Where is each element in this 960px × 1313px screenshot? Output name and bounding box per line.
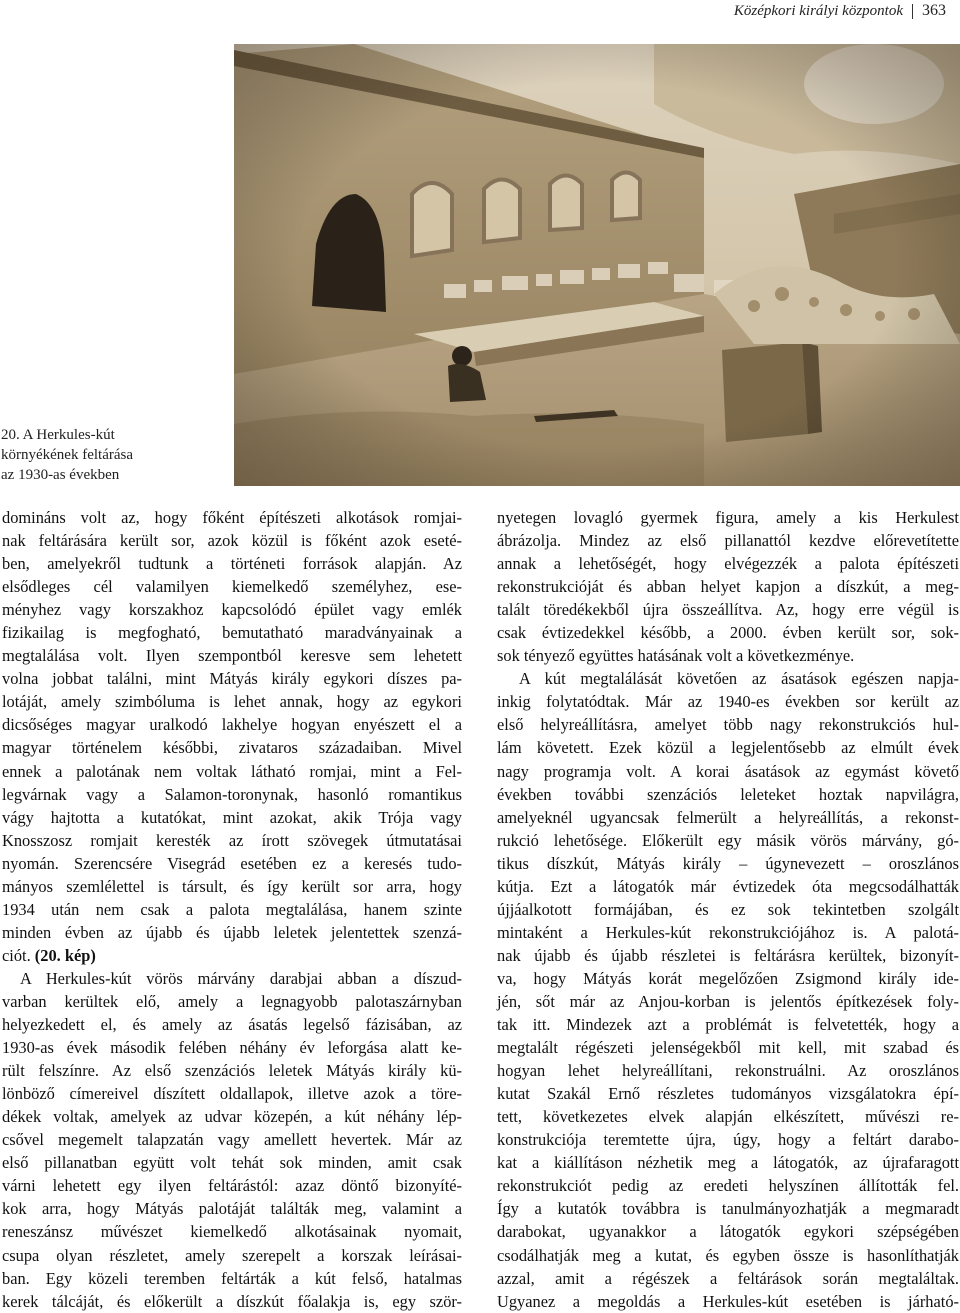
text-line: A Herkules-kút vörös márvány darabjai abban a díszud-: [20, 968, 462, 988]
text-line: rült felszínre. Az első szenzációs leletek Mátyás király kü-: [2, 1061, 462, 1081]
excavation-photo-illustration: [234, 44, 960, 486]
text-line: mányos szemlélettel is társult, és így került sor arra, hogy: [2, 876, 462, 896]
text-line: megtalált régészeti jelenségekből mit kell, mit szabad és: [497, 1038, 959, 1058]
text-line: hogyan lehet helyreállítani, rekonstruálni. Az oroszlános: [497, 1061, 959, 1081]
text-line: kat a kiállításon nézhetik meg a látogatók, az újrafaragott: [497, 1153, 959, 1173]
text-line: legvárnak vagy a Salamon-toronynak, hasonló romantikus: [2, 784, 462, 804]
excavation-photo: [234, 44, 960, 486]
text-line: tak itt. Mindezek azt a problémát is felvetették, hogy a: [497, 1015, 959, 1035]
text-line: kutat Szakál Ernő részletes tudományos vizsgálatokra épí-: [497, 1084, 959, 1104]
text-line: nagy programja volt. A korai ásatások az egymást követő: [497, 761, 959, 781]
running-head: [734, 0, 946, 22]
text-line: csővel megemelt talapzatán vagy amellett hevertek. Már az: [2, 1130, 462, 1150]
text-line: konstrukciója teremtette újra, úgy, hogy a feltárt darabo-: [497, 1130, 959, 1150]
text-line: csupa olyan részletet, amely szerepelt a korszak leírásai-: [2, 1245, 462, 1265]
text-line: ban. Egy közeli teremben feltárták a kút felső, hatalmas: [2, 1268, 462, 1288]
running-head-divider: [912, 4, 913, 19]
text-line: amelyeknél ugyancsak felmerült a helyreállítás, a rekonst-: [497, 807, 959, 827]
text-line: ben, amelyekről tudtunk a történeti források alapján. Az: [2, 554, 462, 574]
left-text-column: [2, 506, 462, 1313]
text-line: A kút megtalálását követően az ásatások egészen napja-: [519, 669, 959, 689]
text-line: Így a kutatók továbbra is tanulmányozhatják a megmaradt: [497, 1199, 959, 1219]
right-text-column: [497, 506, 959, 1313]
text-line: mintaként a Herkules-kút rekonstrukciójához is. A palotá-: [497, 922, 959, 942]
text-line: 1930-as évek második felében néhány év leforgása alatt ke-: [2, 1038, 462, 1058]
text-line: va, hogy Mátyás korát megelőzően Zsigmond király ide-: [497, 968, 959, 988]
text-line: években további szenzációs leleteket hoztak napvilágra,: [497, 784, 959, 804]
text-line: rekonstrukcióját és abban helyet kapjon a díszkút, a meg-: [497, 577, 959, 597]
text-line: nak feltárására került sor, azok közül is főként azok eseté-: [2, 531, 462, 551]
text-line: jén, sőt már az Anjou-korban is jelentős építkezések foly-: [497, 991, 959, 1011]
text-line: volna jobbat találni, mint Mátyás király egykori díszes pa-: [2, 669, 462, 689]
text-line: csak évtizedekkel később, a 2000. évben került sor, sok-: [497, 623, 959, 643]
text-line: dicsőséges magyar uralkodó lakhelye hogyan enyészett el a: [2, 715, 462, 735]
text-line: annak a lehetőségét, hogy elvégezzék a palota építészeti: [497, 554, 959, 574]
text-line: lám követett. Ezek közül a legjelentősebb az elmúlt évek: [497, 738, 959, 758]
running-title: Középkori királyi központok: [733, 2, 903, 19]
text-line: Ugyanez a megoldás a Herkules-kút esetében is járható-: [497, 1291, 959, 1311]
text-line: várni lehetett egy ilyen feltárástól: azaz döntő bizonyíté-: [2, 1176, 462, 1196]
text-line: kok arra, hogy Mátyás palotáját találták meg, valamint a: [2, 1199, 462, 1219]
text-line: dékek voltak, amelyek az udvar közepén, a kút néhány lép-: [2, 1107, 462, 1127]
text-line: lönböző címereivel díszített oldallapok, illetve azok a töre-: [2, 1084, 462, 1104]
text-line: tett, következetes elvek alapján elkészített, művészi re-: [497, 1107, 959, 1127]
text-line: elsődleges cél valamilyen kiemelkedő személyhez, ese-: [2, 577, 462, 597]
text-line: lotáját, amely szimbóluma is lehet annak, hogy az egykori: [2, 692, 462, 712]
text-line: kerek tálcáját, és előkerült a díszkút főalakja is, egy ször-: [2, 1291, 462, 1311]
text-line: rekonstrukciót pedig az eredeti helyszínen állították fel.: [497, 1176, 959, 1196]
text-line: minden évben az újabb és újabb leletek jelentettek szenzá-: [2, 922, 462, 942]
text-line: Knosszosz romjait keresték az írott szövegek útmutatásai: [2, 830, 462, 850]
text-line: rukció lehetősége. Előkerült egy másik vörös márvány, gó-: [497, 830, 959, 850]
text-line: reneszánsz művészet kiemelkedő alkotásainak nyomait,: [2, 1222, 462, 1242]
text-line: nyetegen lovagló gyermek figura, amely a kis Herkulest: [497, 508, 959, 527]
text-line: újjáalkotott formájában, és ez sok tekintetben szolgált: [497, 899, 959, 919]
text-line: csodálhatják meg a kutat, és egyben össze is hasonlíthatják: [497, 1245, 959, 1265]
text-line: nak újabb és újabb részletei is feltárásra kerültek, bizonyít-: [497, 945, 959, 965]
text-line: fizikailag is megfogható, bemutatható maradványainak a: [2, 623, 462, 643]
text-line: vágy hajtotta a kutatókat, mint azokat, akik Trója vagy: [2, 807, 462, 827]
text-line: sok tényező együttes hatásának volt a következménye.: [497, 646, 855, 666]
text-line: darabokat, ugyanakkor a látogatók egykori szépségében: [497, 1222, 959, 1242]
text-segment: ciót.: [2, 945, 31, 965]
text-line: 1934 után nem csak a palota megtalálása, hanem szinte: [2, 899, 462, 919]
text-line: nyomán. Szerencsére Visegrád esetében ez a keresés tudo-: [2, 853, 462, 873]
text-line: ményhez vagy korszakhoz kapcsolódó épület vagy emlék: [2, 600, 462, 620]
figure-caption: 20. A Herkules-kút környékének feltárása az 1930-as években: [1, 427, 134, 483]
page-number: 363: [922, 2, 946, 19]
text-line: varban kerültek elő, amely a legnagyobb palotaszárnyban: [2, 991, 462, 1011]
text-line: első helyreállításra, amelyet több nagy rekonstrukciós hul-: [497, 715, 959, 735]
text-line: kútja. Ezt a látogatók már évtizedek óta megcsodálhatták: [497, 876, 959, 896]
text-line: ábrázolja. Mindez az első pillanattól kezdve előrevetítette: [497, 531, 959, 551]
text-line: domináns volt az, hogy főként építészeti alkotások romjai-: [2, 508, 462, 527]
text-line: talált töredékekből újra összeállítva. Az, hogy erre végül is: [497, 600, 959, 620]
text-line: tikus díszkút, Mátyás király – úgynevezett – oroszlános: [497, 853, 959, 873]
text-line: első pillanatban együtt volt tehát sok minden, amit csak: [2, 1153, 462, 1173]
text-line: azzal, amit a régészek a feltárások során megtaláltak.: [497, 1268, 959, 1288]
text-line: inkig folytatódtak. Már az 1940-es években sor került az: [497, 692, 959, 712]
text-line: helyezkedett el, és amely az ásatás legelső fázisában, az: [2, 1015, 462, 1035]
figure-reference: (20. kép): [34, 945, 96, 965]
text-line: megtalálása volt. Ilyen szempontból keresve sem lehetett: [2, 646, 462, 666]
text-line: ennek a palotának nem voltak látható romjai, mint a Fel-: [2, 761, 462, 781]
text-line-with-figure-ref: [2, 944, 462, 967]
text-line: magyar történelem későbbi, zivataros századaiban. Mivel: [2, 738, 462, 758]
